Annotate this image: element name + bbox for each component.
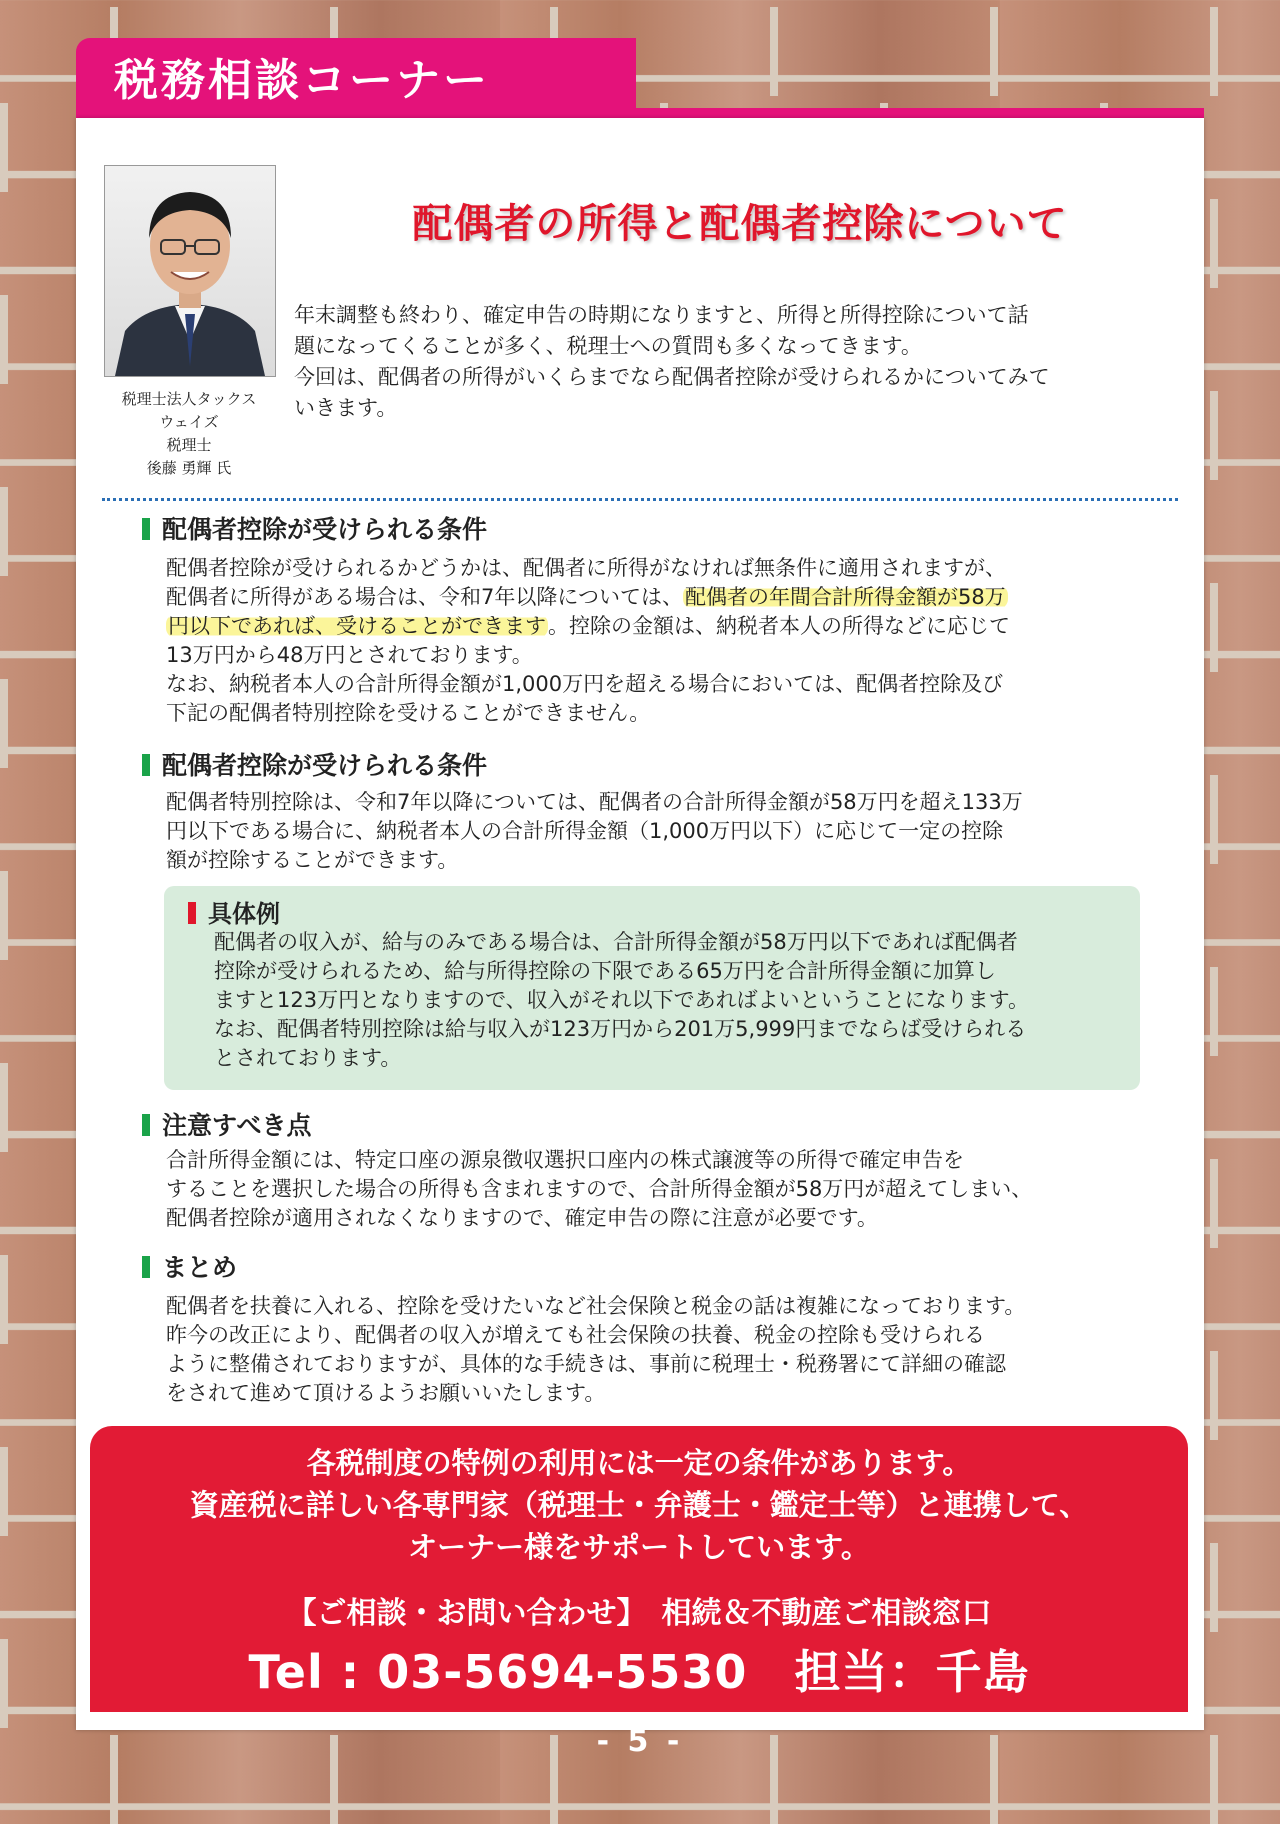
intro-line: 年末調整も終わり、確定申告の時期になりますと、所得と所得控除について話 — [294, 303, 1029, 327]
heading-text: 注意すべき点 — [162, 1111, 312, 1140]
example-box — [164, 886, 1140, 1090]
brick-joint — [1210, 7, 1218, 96]
green-bullet-icon — [142, 1256, 150, 1278]
section-body-special — [166, 788, 1170, 875]
brick-joint — [1210, 391, 1218, 480]
article-title: 配偶者の所得と配偶者控除について — [412, 201, 1068, 247]
body-line: 下記の配偶者特別控除を受けることができません。 — [166, 701, 651, 725]
body-line: 昨今の改正により、配偶者の収入が増えても社会保険の扶養、税金の控除も受けられる — [166, 1323, 985, 1347]
author-firm-2: ウェイズ — [159, 413, 219, 431]
body-line: ように整備されておりますが、具体的な手続きは、事前に税理士・税務署にて詳細の確認 — [166, 1352, 1006, 1376]
brick-joint — [0, 1639, 8, 1728]
contact-banner — [90, 1426, 1188, 1712]
author-portrait-icon — [105, 166, 275, 376]
contact-label: 【ご相談・お問い合わせ】 相続＆不動産ご相談窓口 — [286, 1596, 992, 1631]
section-heading-summary — [142, 1248, 237, 1284]
highlighted-text: 配偶者の年間合計所得金額が58万 — [684, 585, 1006, 609]
brick-joint — [0, 871, 8, 960]
green-bullet-icon — [142, 754, 150, 776]
body-line: 配偶者の収入が、給与のみである場合は、合計所得金額が58万円以下であれば配偶者 — [214, 930, 1018, 954]
contact-message — [90, 1442, 1188, 1568]
heading-text: まとめ — [162, 1253, 238, 1282]
body-line: 配偶者を扶養に入れる、控除を受けたいなど社会保険と税金の話は複雑になっております。 — [166, 1294, 1026, 1318]
section-body-summary — [166, 1292, 1170, 1408]
body-line: とされております。 — [214, 1046, 402, 1070]
example-heading — [188, 894, 280, 929]
heading-text: 配偶者控除が受けられる条件 — [162, 515, 488, 544]
body-line: 配偶者特別控除は、令和7年以降については、配偶者の合計所得金額が58万円を超え133万 — [166, 790, 1023, 814]
body-line — [166, 583, 1170, 612]
section-body-conditions — [166, 554, 1170, 728]
green-bullet-icon — [142, 518, 150, 540]
brick-joint — [0, 103, 8, 192]
body-line: 控除が受けられるため、給与所得控除の下限である65万円を合計所得金額に加算し — [214, 959, 996, 983]
contact-message-line: 資産税に詳しい各専門家（税理士・弁護士・鑑定士等）と連携して、 — [189, 1488, 1089, 1522]
brick-joint — [0, 1447, 8, 1536]
author-name: 後藤 勇輝 氏 — [146, 459, 232, 477]
author-role: 税理士 — [166, 436, 212, 454]
body-line: ますと123万円となりますので、収入がそれ以下であればよいということになります。 — [214, 988, 1029, 1012]
brick-joint — [0, 1063, 8, 1152]
body-line: 配偶者控除が適用されなくなりますので、確定申告の際に注意が必要です。 — [166, 1206, 878, 1230]
intro-line: 今回は、配偶者の所得がいくらまでなら配偶者控除が受けられるかについてみて — [294, 365, 1050, 389]
intro-line: いきます。 — [294, 396, 398, 420]
brick-joint — [1210, 775, 1218, 864]
author-caption — [98, 388, 280, 480]
contact-message-line: 各税制度の特例の利用には一定の条件があります。 — [306, 1446, 972, 1480]
brick-joint — [1210, 1543, 1218, 1632]
intro-line: 題になってくることが多く、税理士への質問も多くなってきます。 — [294, 334, 922, 358]
section-header — [76, 38, 1204, 124]
page-number: - 5 - — [596, 1724, 684, 1759]
body-line: なお、納税者本人の合計所得金額が1,000万円を超える場合においては、配偶者控除及び — [166, 672, 1004, 696]
brick-joint — [1210, 1159, 1218, 1248]
body-text-span: 配偶者に所得がある場合は、令和7年以降については、 — [166, 585, 683, 609]
intro-paragraph — [294, 300, 1174, 424]
brick-joint — [0, 295, 8, 384]
heading-text: 配偶者控除が受けられる条件 — [162, 751, 488, 780]
body-line: 配偶者控除が受けられるかどうかは、配偶者に所得がなければ無条件に適用されますが、 — [166, 556, 1006, 580]
highlighted-text: 円以下であれば、受けることができます — [168, 614, 546, 638]
section-title: 税務相談コーナー — [114, 55, 490, 106]
author-firm: 税理士法人タックス — [121, 390, 257, 408]
body-line: なお、配偶者特別控除は給与収入が123万円から201万5,999円までならば受けられる — [214, 1017, 1027, 1041]
section-heading-conditions — [142, 510, 487, 546]
brick-joint — [0, 487, 8, 576]
author-photo — [104, 165, 276, 377]
body-line — [166, 612, 1170, 641]
contact-message-line: オーナー様をサポートしています。 — [408, 1530, 870, 1564]
body-text-span: 。控除の金額は、納税者本人の所得などに応じて — [548, 614, 1010, 638]
brick-joint — [1210, 199, 1218, 288]
example-body — [214, 928, 1124, 1073]
brick-joint — [1210, 967, 1218, 1056]
dotted-divider — [102, 498, 1178, 501]
contact-phone[interactable]: Tel : 03-5694-5530 担当：千島 — [248, 1645, 1030, 1699]
body-line: 額が控除することができます。 — [166, 848, 459, 872]
body-line: 合計所得金額には、特定口座の源泉徴収選択口座内の株式譲渡等の所得で確定申告を — [166, 1148, 964, 1172]
brick-joint — [0, 1255, 8, 1344]
heading-text: 具体例 — [208, 900, 280, 928]
brick-joint — [1210, 1351, 1218, 1440]
body-line: 13万円から48万円とされております。 — [166, 643, 533, 667]
section-body-cautions — [166, 1146, 1170, 1233]
section-heading-cautions — [142, 1106, 312, 1142]
green-bullet-icon — [142, 1114, 150, 1136]
body-line: 円以下である場合に、納税者本人の合計所得金額（1,000万円以下）に応じて一定の控除 — [166, 819, 1004, 843]
body-line: をされて進めて頂けるようお願いいたします。 — [166, 1381, 606, 1405]
red-bullet-icon — [188, 902, 196, 924]
body-line: することを選択した場合の所得も含まれますので、合計所得金額が58万円が超えてしまい、 — [166, 1177, 1033, 1201]
brick-joint — [1210, 583, 1218, 672]
brick-joint — [0, 679, 8, 768]
section-heading-special — [142, 746, 487, 782]
